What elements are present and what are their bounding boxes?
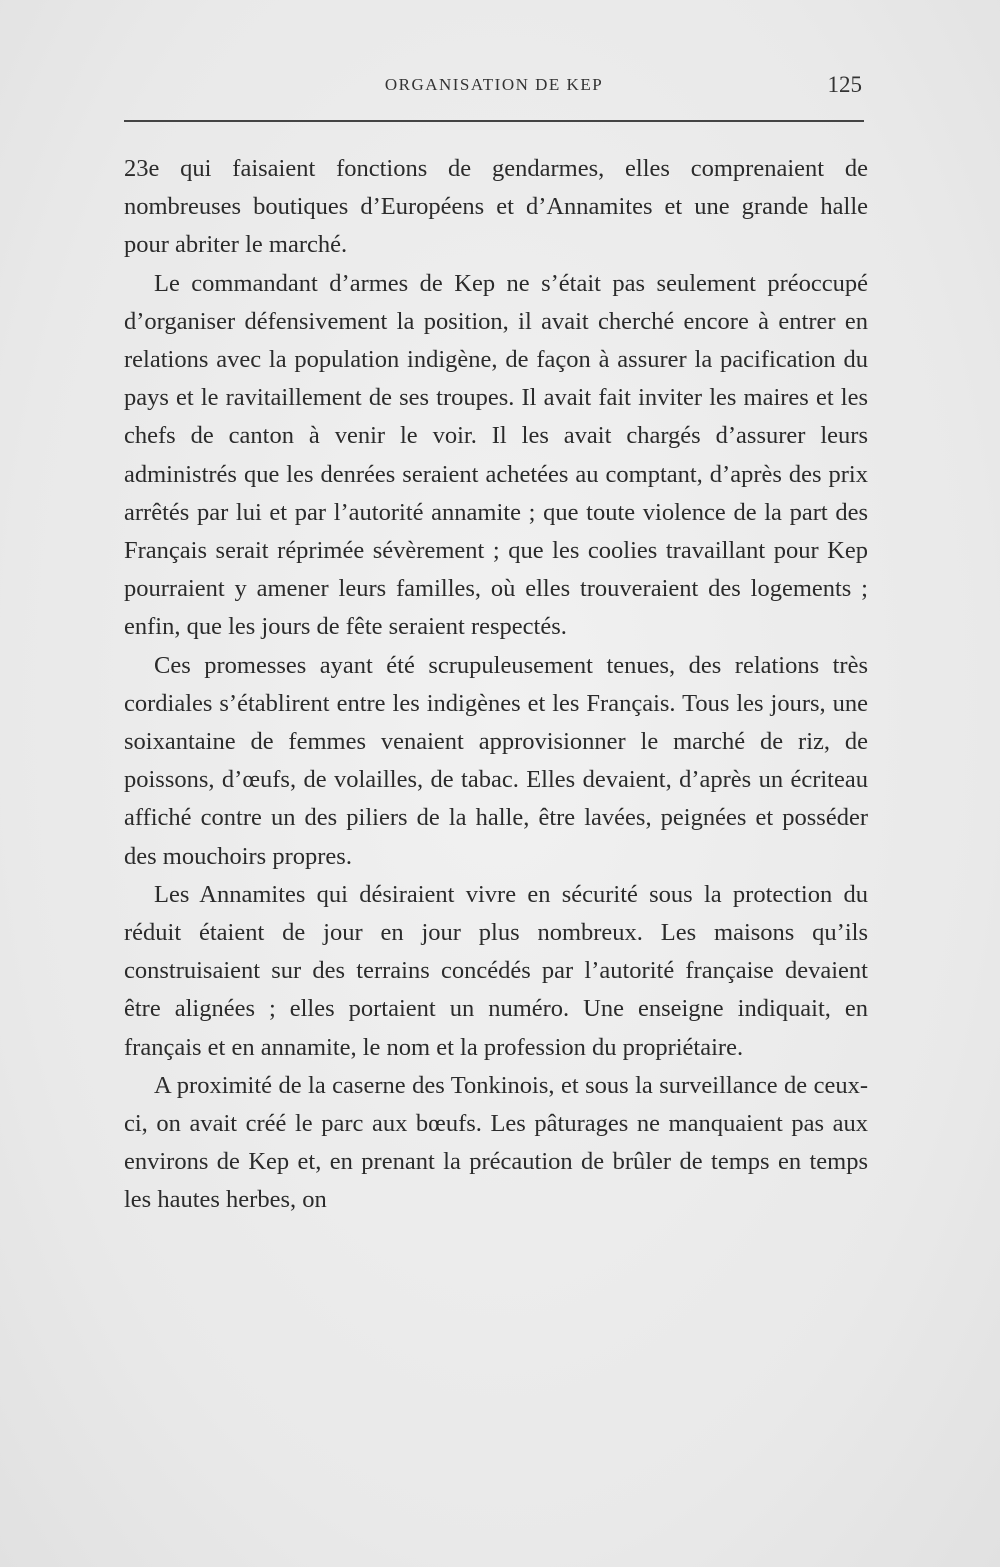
header-rule [124, 120, 864, 122]
body-text [124, 150, 868, 1220]
page-number: 125 [827, 72, 862, 97]
running-title: ORGANISATION DE KEP [384, 75, 604, 94]
paragraph-2: Le commandant d’armes de Kep ne s’était pas seulement préoccupé d’organiser défensivement la position, il avait cherché encore à entrer en relations avec la population indigène, de façon à assurer la pacification du pays et le ravitaillement de ses troupes. Il avait fait inviter les maires et les chefs de canton à venir le voir. Il les avait chargés d’assurer leurs administrés que les denrées seraient achetées au comptant, d’après des prix arrêtés par lui et par l’autorité annamite ; que toute violence de la part des Français serait réprimée sévèrement ; que les coolies travaillant pour Kep pourraient y amener leurs familles, où elles trouveraient des logements ; enfin, que les jours de fête seraient respectés. [124, 269, 868, 641]
paragraph-3: Ces promesses ayant été scrupuleusement tenues, des relations très cordiales s’établirent entre les indigènes et les Français. Tous les jours, une soixantaine de femmes venaient approvisionner le marché de riz, de poissons, d’œufs, de volailles, de tabac. Elles devaient, d’après un écriteau affiché contre un des piliers de la halle, être lavées, peignées et posséder des mouchoirs propres. [124, 651, 868, 870]
running-header [124, 72, 864, 106]
paragraph-4: Les Annamites qui désiraient vivre en sécurité sous la protection du réduit étaient de jour en jour plus nombreux. Les maisons qu’ils construisaient sur des terrains concédés par l’autorité française devaient être alignées ; elles portaient un numéro. Une enseigne indiquait, en français et en annamite, le nom et la profession du propriétaire. [124, 880, 868, 1061]
paragraph-1: 23e qui faisaient fonctions de gendarmes, elles comprenaient de nombreuses boutiques d’Européens et d’Annamites et une grande halle pour abriter le marché. [124, 155, 868, 259]
paragraph-5: A proximité de la caserne des Tonkinois, et sous la surveillance de ceux-ci, on avait créé le parc aux bœufs. Les pâturages ne manquaient pas aux environs de Kep et, en prenant la précaution de brûler de temps en temps les hautes herbes, on [124, 1071, 868, 1214]
